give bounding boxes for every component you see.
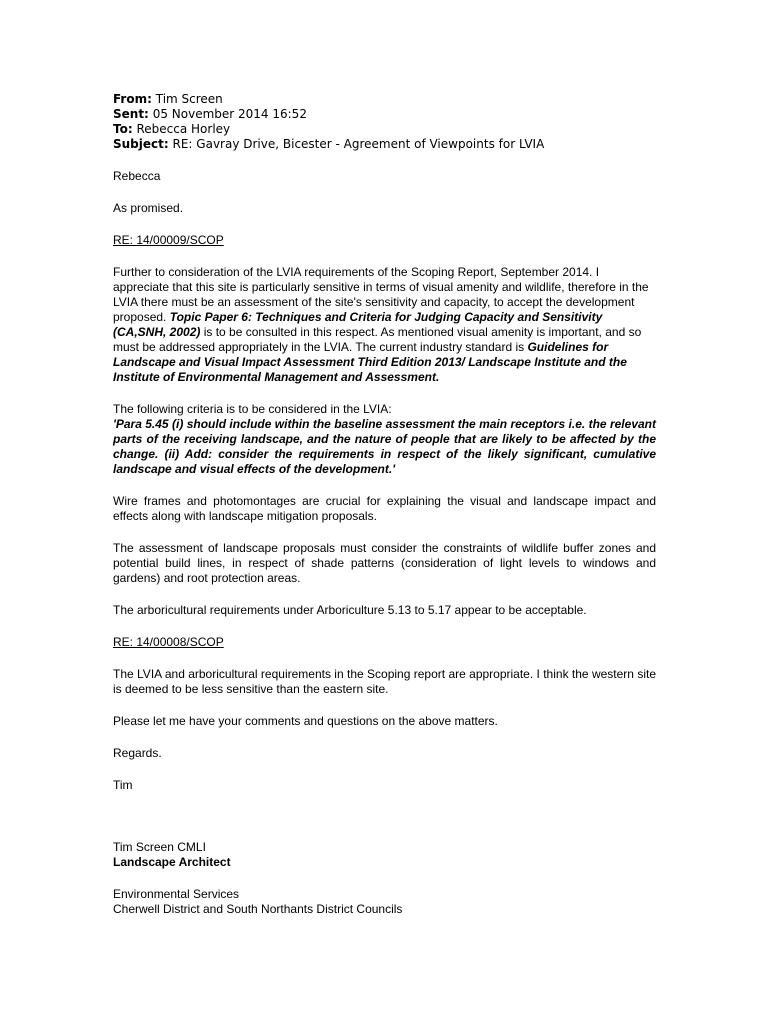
p1-text-a: Further to consideration of the LVIA requirements of the Scoping Report, September 2014. I appreciate that this site is particularly sensitive in terms of visual amenity and wildlife, therefore in the LVIA there must be an assessment of the site's sensitivity and capacity, to accept the development proposed. [113, 265, 649, 324]
subject-value: RE: Gavray Drive, Bicester - Agreement of Viewpoints for LVIA [172, 137, 545, 151]
paragraph-landscape-proposals: The assessment of landscape proposals must consider the constraints of wildlife buffer zones and potential build lines, in respect of shade patterns (consideration of light levels to windows and gardens) and root protection areas. [113, 541, 656, 585]
signature-department: Environmental Services [113, 887, 240, 901]
to-line [113, 122, 656, 137]
signoff-text: Tim [113, 778, 133, 792]
to-label: To: [113, 122, 133, 136]
regards-text: Regards. [113, 746, 162, 760]
subject-label: Subject: [113, 137, 169, 151]
topic-paper-reference: Topic Paper 6: Techniques and Criteria for Judging Capacity and Sensitivity (CA,SNH, 2002) [113, 310, 603, 339]
from-label: From: [113, 92, 152, 106]
sent-value: 05 November 2014 16:52 [152, 107, 307, 121]
from-line [113, 92, 656, 107]
paragraph-lvia-appropriate: The LVIA and arboricultural requirements in the Scoping report are appropriate. I think the western site is deemed to be less sensitive than the eastern site. [113, 667, 656, 696]
criteria-intro: The following criteria is to be considered in the LVIA: [113, 402, 392, 416]
intro-text: As promised. [113, 201, 184, 215]
criteria-quote: 'Para 5.45 (i) should include within the baseline assessment the main receptors i.e. the relevant parts of the receiving landscape, and the nature of people that are likely to be affected by the change. (ii) Add: consider the requirements in respect of the likely significant, cumulative landscape and visual effects of the development.' [113, 417, 656, 476]
sent-label: Sent: [113, 107, 149, 121]
reference-heading-2: RE: 14/00008/SCOP [113, 635, 224, 649]
reference-heading-1: RE: 14/00009/SCOP [113, 233, 224, 247]
email-document [113, 92, 656, 917]
paragraph-arboricultural: The arboricultural requirements under Arboriculture 5.13 to 5.17 appear to be acceptable. [113, 603, 587, 617]
signature-organisation: Cherwell District and South Northants District Councils [113, 902, 403, 916]
paragraph-lvia-requirements [113, 265, 656, 385]
signature-title: Landscape Architect [113, 855, 231, 869]
paragraph-wireframes: Wire frames and photomontages are crucial for explaining the visual and landscape impact and effects along with landscape mitigation proposals. [113, 494, 656, 523]
subject-line [113, 137, 656, 152]
from-value: Tim Screen [155, 92, 223, 106]
paragraph-comments: Please let me have your comments and questions on the above matters. [113, 714, 498, 728]
to-value: Rebecca Horley [136, 122, 231, 136]
salutation: Rebecca [113, 169, 161, 183]
email-header [113, 92, 656, 152]
email-signature [113, 840, 656, 917]
sent-line [113, 107, 656, 122]
p1-text-c: is to be consulted in this respect. As mentioned visual amenity is important, and so must be addressed appropriately in the LVIA. The current industry standard is [113, 325, 642, 354]
guidelines-reference: Guidelines for Landscape and Visual Impact Assessment Third Edition 2013/ Landscape Institute and the Institute of Environmental Management and Assessment. [113, 340, 627, 384]
signature-name: Tim Screen CMLI [113, 840, 206, 854]
